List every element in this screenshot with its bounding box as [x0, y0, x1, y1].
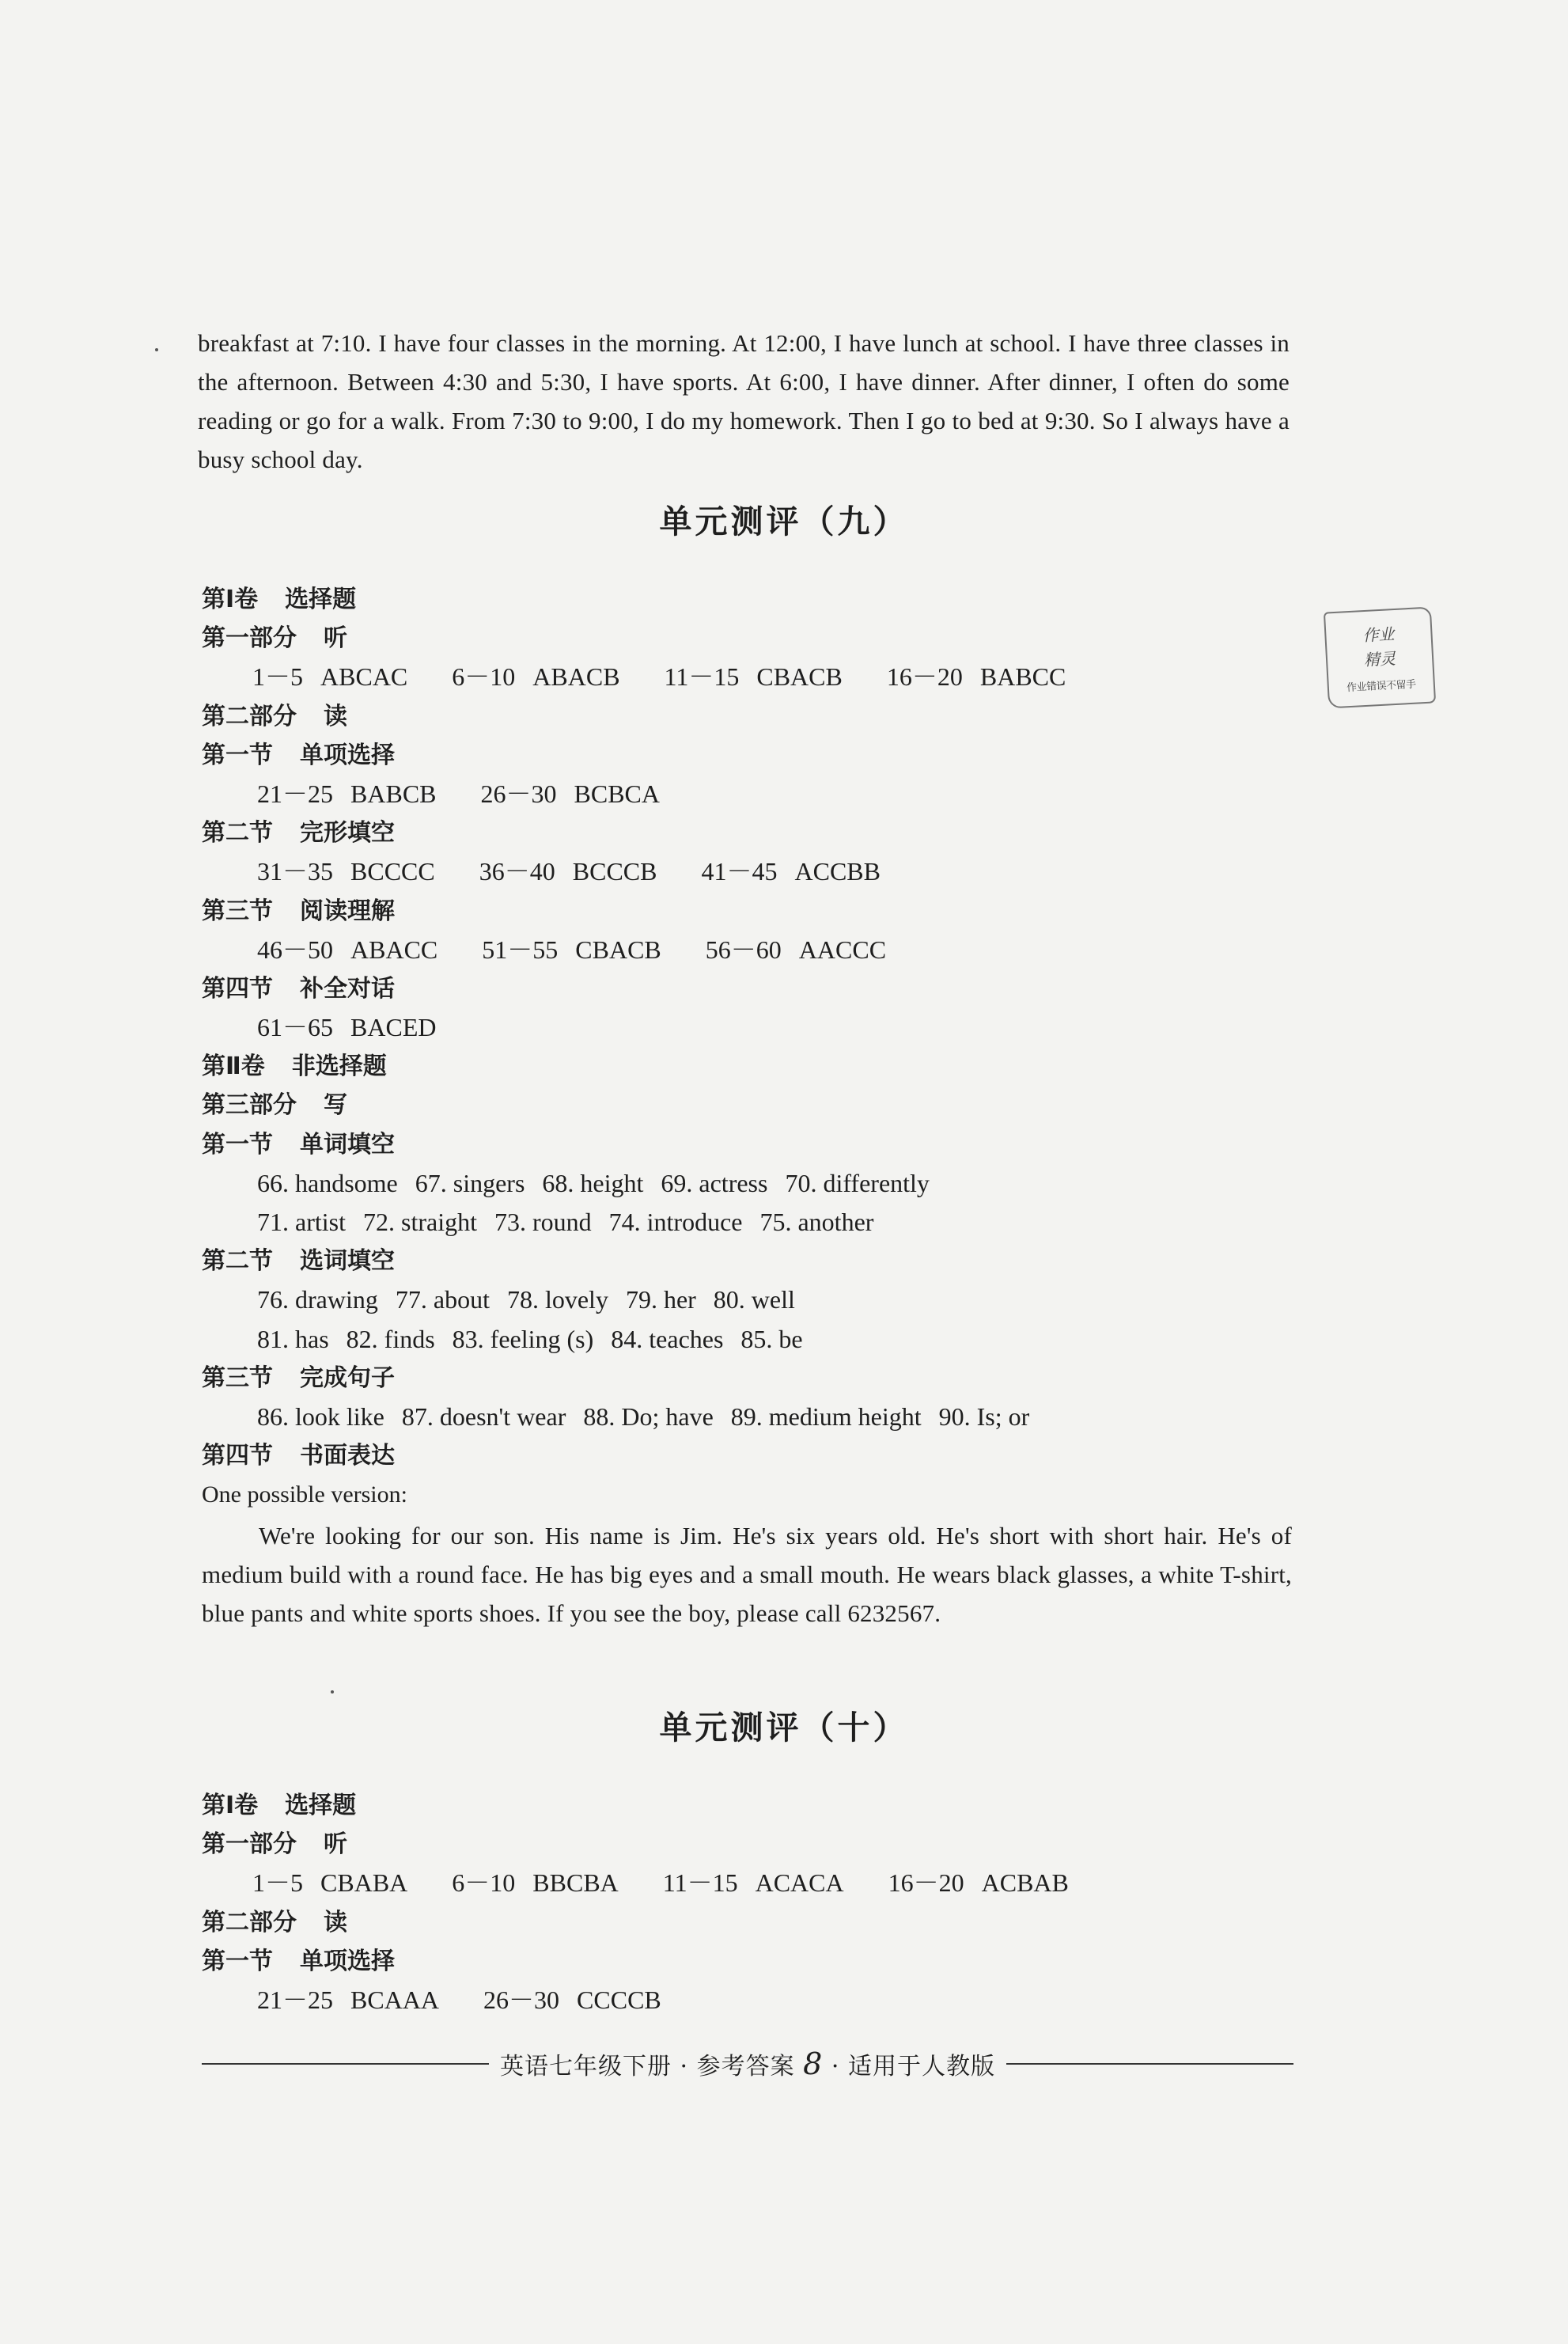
writing-section-1-heading: 第一节 单词填空: [202, 1130, 395, 1159]
print-speck: [155, 348, 158, 351]
writing-section-2-heading: 第二节 选词填空: [202, 1247, 395, 1276]
choose-word-row-2: 81. has 82. finds 83. feeling (s) 84. teaches 85. be: [257, 1324, 803, 1353]
section-4-heading: 第四节 补全对话: [202, 974, 395, 1003]
part-1-heading: 第一部分 听: [202, 1830, 347, 1859]
footer-rule-right: [1006, 2063, 1293, 2065]
section-2-heading: 第二节 完形填空: [202, 819, 395, 848]
possible-version-label: One possible version:: [202, 1481, 407, 1508]
section-2-answers: 31－35 BCCCC 36－40 BCCCB 41－45 ACCBB: [257, 857, 881, 886]
writing-section-3-heading: 第三节 完成句子: [202, 1364, 395, 1392]
part-1-heading: 第一部分 听: [202, 624, 347, 653]
unit-10-answers: [202, 1786, 1293, 2020]
sample-essay: We're looking for our son. His name is Jim. He's six years old. He's short with short hair. He's of medium build with a round face. He has big eyes and a small mouth. He wears black glasses, a white T-shirt, blue pants and white sports shoes. If you see the boy, please call 6232567.: [202, 1522, 1292, 1627]
section-1-answers: 21－25 BABCB 26－30 BCBCA: [257, 779, 660, 808]
volume-2-heading: 第Ⅱ卷 非选择题: [202, 1053, 387, 1081]
section-1-heading: 第一节 单项选择: [202, 741, 395, 769]
word-fill-row-2: 71. artist 72. straight 73. round 74. introduce 75. another: [257, 1208, 874, 1236]
writing-section-4-heading: 第四节 书面表达: [202, 1442, 395, 1470]
section-3-answers: 46－50 ABACC 51－55 CBACB 56－60 AACCC: [257, 935, 887, 964]
part-1-answers: 1－5 CBABA 6－10 BBCBA 11－15 ACACA 16－20 ACBAB: [252, 1868, 1069, 1898]
unit-9-title: 单元测评（九）: [659, 503, 909, 540]
part-2-heading: 第二部分 读: [202, 702, 347, 730]
complete-sentence-row: 86. look like 87. doesn't wear 88. Do; have 89. medium height 90. Is; or: [257, 1401, 1030, 1431]
unit-10-title: 单元测评（十）: [659, 1709, 909, 1747]
volume-1-heading: 第Ⅰ卷 选择题: [202, 586, 357, 613]
page-number: 8: [803, 2046, 824, 2081]
section-1-heading: 第一节 单项选择: [202, 1947, 395, 1975]
choose-word-row-1: 76. drawing 77. about 78. lovely 79. her 80. well: [257, 1285, 795, 1314]
part-3-heading: 第三部分 写: [202, 1091, 347, 1120]
section-3-heading: 第三节 阅读理解: [202, 897, 395, 925]
word-fill-row-1: 66. handsome 67. singers 68. height 69. actress 70. differently: [257, 1168, 930, 1197]
footer-rule-left: [202, 2063, 489, 2065]
volume-1-heading: 第Ⅰ卷 选择题: [202, 1792, 357, 1819]
watermark-stamp: 作业 精灵 作业错误不留手: [1324, 607, 1436, 709]
section-1-answers: 21－25 BCAAA 26－30 CCCCB: [257, 1985, 661, 2014]
part-2-heading: 第二部分 读: [202, 1908, 347, 1936]
footer-text: 英语七年级下册 · 参考答案 8 · 适用于人教版: [500, 2046, 995, 2081]
page-footer: [202, 2048, 1293, 2080]
print-speck: [331, 1690, 334, 1694]
section-4-answers: 61－65 BACED: [257, 1013, 437, 1042]
intro-paragraph: breakfast at 7:10. I have four classes in the morning. At 12:00, I have lunch at school. I have three classes in the afternoon. Between 4:30 and 5:30, I have sports. At 6:00, I have dinner. After dinner, I often do some reading or go for a walk. From 7:30 to 9:00, I do my homework. Then I go to bed at 9:30. So I always have a busy school day.: [198, 329, 1290, 473]
unit-9-answers: [202, 580, 1293, 1515]
part-1-answers: 1－5 ABCAC 6－10 ABACB 11－15 CBACB 16－20 BABCC: [252, 662, 1066, 692]
